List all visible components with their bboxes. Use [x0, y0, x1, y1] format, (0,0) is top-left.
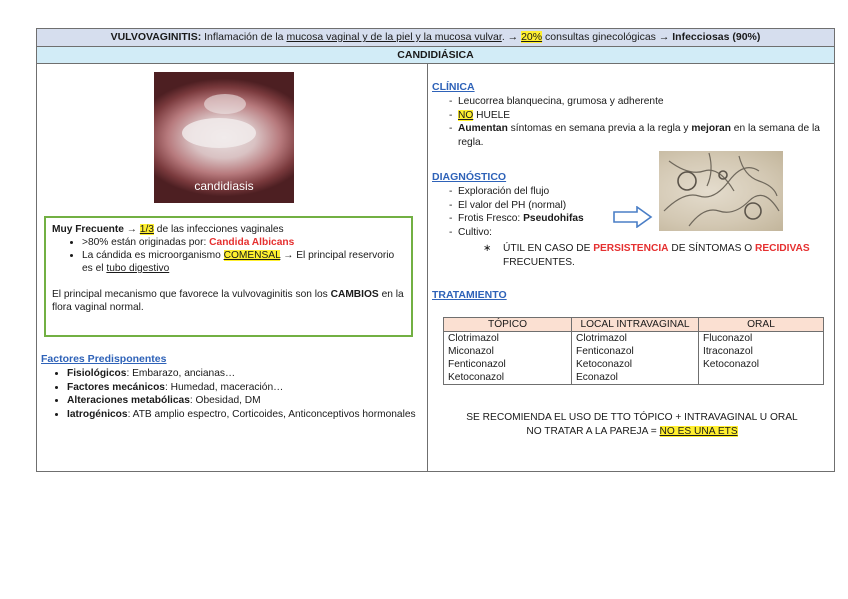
candidiasis-photo — [154, 72, 294, 203]
col-header: ORAL — [699, 318, 824, 332]
persistencia: PERSISTENCIA — [593, 243, 669, 254]
table-row — [444, 345, 824, 358]
header-term: VULVOVAGINITIS: — [110, 31, 202, 43]
table-cell: Ketoconazol — [444, 371, 572, 385]
treatment-note: SE RECOMIENDA EL USO DE TTO TÓPICO + INTRAVAGINAL U ORAL — [466, 412, 798, 423]
header-consult: consultas ginecológicas — [545, 31, 656, 43]
list-item — [67, 367, 442, 381]
note-text: FRECUENTES. — [503, 256, 575, 268]
topic-header — [37, 29, 834, 47]
table-cell: Econazol — [572, 371, 699, 385]
list-item — [67, 408, 442, 422]
arrow-icon: → — [126, 224, 137, 235]
header-def-end: . — [501, 31, 505, 43]
tratamiento-title: TRATAMIENTO — [432, 289, 507, 301]
item-bold: Aumentan — [458, 123, 508, 134]
list-item — [432, 122, 832, 149]
factor-name: Fisiológicos — [67, 368, 127, 379]
factors-title: Factores Predisponentes — [41, 353, 167, 365]
star-bullet: ∗ — [483, 243, 492, 254]
factor-text: : Embarazo, ancianas… — [126, 368, 236, 379]
diagnostico-title: DIAGNÓSTICO — [432, 171, 507, 183]
arrow-icon: → — [658, 31, 670, 43]
factor-name: Alteraciones metabólicas — [67, 395, 190, 406]
bullet-text: >80% están originadas por: — [82, 237, 207, 248]
table-cell: Clotrimazol — [572, 332, 699, 346]
list-item — [67, 394, 442, 408]
col-header: LOCAL INTRAVAGINAL — [572, 318, 699, 332]
table-cell: Clotrimazol — [444, 332, 572, 346]
item-bold: mejoran — [691, 123, 731, 134]
paragraph-text: en la flora vaginal normal. — [52, 289, 404, 313]
bullet-text: → El principal reservorio es el — [82, 250, 395, 274]
list-item — [67, 381, 442, 395]
table-row — [444, 371, 824, 385]
list-item: - El valor del PH (normal) — [432, 199, 672, 213]
header-def-underlined: mucosa vaginal y de la piel y la mucosa vulvar — [286, 31, 502, 43]
item-text: HUELE — [476, 109, 511, 121]
cambios: CAMBIOS — [330, 289, 379, 300]
factor-text: : ATB amplio espectro, Corticoides, Anticonceptivos hormonales — [127, 408, 416, 420]
box-fraction: 1/3 — [139, 224, 154, 235]
clinica-list — [432, 95, 832, 149]
table-row — [444, 358, 824, 371]
clinica-title: CLÍNICA — [432, 81, 475, 93]
item-text: síntomas en semana previa a la regla y — [510, 123, 689, 134]
comensal-highlight: COMENSAL — [223, 250, 281, 261]
table-cell: Fenticonazol — [444, 358, 572, 371]
no-highlight: NO — [458, 109, 474, 121]
box-term: Muy Frecuente — [52, 224, 124, 235]
note-text: DE SÍNTOMAS O — [671, 243, 753, 254]
note-text: NO TRATAR A LA PAREJA = — [526, 426, 657, 437]
right-arrow-icon — [613, 206, 653, 231]
col-header: TÓPICO — [444, 318, 572, 332]
table-row — [444, 332, 824, 346]
paragraph-text: El principal mecanismo que favorece la vulvovaginitis son los — [52, 289, 328, 300]
frequency-box — [44, 216, 413, 337]
factor-name: Iatrogénicos — [67, 408, 128, 420]
arrow-icon: → — [507, 31, 519, 43]
table-cell — [699, 371, 824, 385]
box-line-1 — [52, 223, 405, 236]
cultivo-note — [483, 242, 843, 269]
factor-text: : Humedad, maceración… — [164, 381, 284, 393]
no-ets-highlight: NO ES UNA ETS — [659, 426, 738, 437]
factors-list — [41, 367, 442, 421]
header-def: Inflamación de la — [204, 31, 284, 43]
candida-albicans: Candida Albicans — [209, 237, 295, 248]
header-infect: Infecciosas (90%) — [672, 31, 761, 43]
list-item — [432, 109, 832, 123]
summary-sheet — [36, 28, 835, 472]
pseudohyphae-micrograph — [659, 151, 783, 231]
partner-note — [428, 425, 836, 439]
header-percent: 20% — [521, 31, 543, 43]
table-cell: Ketoconazol — [572, 358, 699, 371]
recidivas: RECIDIVAS — [754, 243, 810, 254]
list-item: - Leucorrea blanquecina, grumosa y adherente — [432, 95, 832, 109]
table-cell: Ketoconazol — [699, 358, 824, 371]
box-text: de las infecciones vaginales — [156, 224, 284, 235]
box-paragraph — [52, 288, 405, 314]
section-title: CANDIDIÁSICA — [37, 47, 834, 64]
list-item: - Exploración del flujo — [432, 185, 672, 199]
tubo-digestivo: tubo digestivo — [106, 263, 170, 274]
table-cell: Itraconazol — [699, 345, 824, 358]
bullet-text: La cándida es microorganismo — [82, 250, 221, 261]
item-text: Frotis Fresco: — [458, 213, 521, 224]
pseudohifas: Pseudohifas — [523, 213, 584, 224]
list-item — [82, 249, 405, 275]
photo-caption: candidiasis — [194, 179, 254, 193]
table-cell: Miconazol — [444, 345, 572, 358]
list-item — [82, 236, 405, 249]
treatment-table — [443, 317, 824, 385]
item-text: en la semana de la regla. — [458, 123, 820, 148]
box-bullets — [52, 236, 405, 275]
factor-name: Factores mecánicos — [67, 381, 165, 393]
table-cell: Fenticonazol — [572, 345, 699, 358]
note-text: ÚTIL EN CASO DE — [503, 243, 591, 254]
list-item: - Cultivo: — [432, 226, 672, 240]
table-cell: Fluconazol — [699, 332, 824, 346]
factor-text: : Obesidad, DM — [189, 395, 261, 406]
